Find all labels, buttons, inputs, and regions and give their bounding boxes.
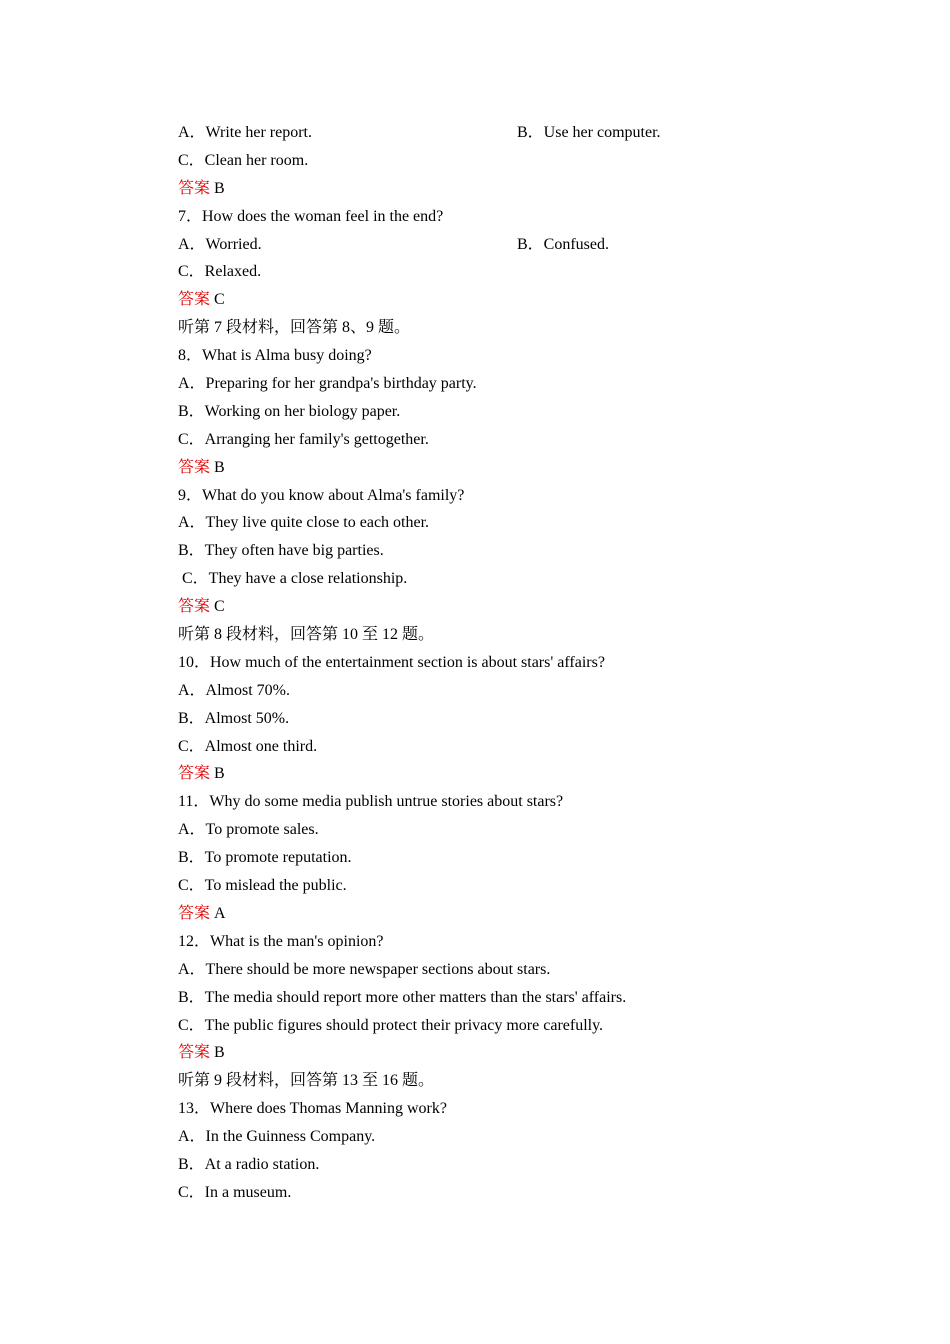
option-b-text: B．Confused. [517, 235, 610, 253]
text-line [178, 1067, 798, 1095]
text-line [178, 426, 798, 454]
answer-line [178, 175, 798, 203]
line-text: B．At a radio station. [178, 1155, 320, 1173]
line-text: 听第 8 段材料，回答第 10 至 12 题。 [178, 626, 435, 644]
option-b-text: B．Use her computer. [517, 124, 661, 141]
text-line [178, 1179, 798, 1207]
line-text: A．They live quite close to each other. [178, 514, 430, 532]
line-text: A．To promote sales. [178, 821, 319, 839]
line-text: A．Write her report. [178, 124, 312, 141]
text-line [178, 733, 798, 761]
answer-value: B [210, 1044, 225, 1062]
answer-value: A [210, 904, 226, 922]
text-line [178, 844, 798, 872]
answer-value: C [210, 291, 225, 309]
line-text: B．Almost 50%. [178, 709, 290, 727]
answer-line [178, 1039, 798, 1067]
text-line [178, 1123, 798, 1151]
line-text: B．The media should report more other matters than the stars' affairs. [178, 988, 627, 1006]
line-text: 8．What is Alma busy doing? [178, 347, 372, 365]
text-line [178, 788, 798, 816]
answer-line [178, 900, 798, 928]
line-text: A．In the Guinness Company. [178, 1128, 376, 1146]
text-line [178, 314, 798, 342]
line-text: C．In a museum. [178, 1183, 292, 1201]
answer-label: 答案 [178, 765, 211, 783]
text-line [178, 119, 798, 147]
answer-label: 答案 [178, 904, 211, 922]
text-line [178, 1095, 798, 1123]
text-line [178, 1151, 798, 1179]
text-line [178, 956, 798, 984]
line-text: A．Worried. [178, 235, 262, 253]
text-line [178, 816, 798, 844]
line-text: C．The public figures should protect their privacy more carefully. [178, 1016, 604, 1034]
text-line [178, 984, 798, 1012]
text-line [178, 537, 798, 565]
line-text: 13．Where does Thomas Manning work? [178, 1100, 447, 1118]
line-text: A．Preparing for her grandpa's birthday party. [178, 375, 477, 393]
text-line [178, 482, 798, 510]
line-text: C．Arranging her family's gettogether. [178, 430, 429, 448]
line-text: C．Clean her room. [178, 151, 309, 169]
text-line [178, 1012, 798, 1040]
text-line [178, 565, 798, 593]
answer-label: 答案 [178, 1044, 211, 1062]
text-line [178, 342, 798, 370]
line-text: B．They often have big parties. [178, 542, 384, 560]
answer-value: B [210, 179, 225, 197]
text-line [178, 203, 798, 231]
text-line [178, 621, 798, 649]
text-line [178, 398, 798, 426]
text-line [178, 258, 798, 286]
line-text: 10．How much of the entertainment section is about stars' affairs? [178, 653, 605, 671]
text-line [178, 509, 798, 537]
line-text: A．Almost 70%. [178, 681, 291, 699]
answer-value: C [210, 598, 225, 616]
answer-line [178, 454, 798, 482]
line-text: 12．What is the man's opinion? [178, 932, 384, 950]
text-line [178, 649, 798, 677]
answer-line [178, 593, 798, 621]
text-line [178, 705, 798, 733]
answer-line [178, 286, 798, 314]
text-line [178, 677, 798, 705]
answer-value: B [210, 458, 225, 476]
answer-label: 答案 [178, 458, 211, 476]
line-text: A．There should be more newspaper sections about stars. [178, 960, 551, 978]
answer-label: 答案 [178, 598, 211, 616]
question-list [178, 119, 798, 1207]
line-text: 11．Why do some media publish untrue stories about stars? [178, 793, 564, 811]
line-text: B．To promote reputation. [178, 849, 352, 867]
line-text: 听第 7 段材料，回答第 8、9 题。 [178, 319, 411, 337]
line-text: C．Almost one third. [178, 737, 318, 755]
answer-value: B [210, 765, 225, 783]
text-line [178, 928, 798, 956]
text-line [178, 231, 798, 259]
line-text: 听第 9 段材料，回答第 13 至 16 题。 [178, 1072, 435, 1090]
text-line [178, 370, 798, 398]
line-text: C．To mislead the public. [178, 877, 347, 895]
answer-label: 答案 [178, 291, 211, 309]
answer-line [178, 760, 798, 788]
line-text: 7．How does the woman feel in the end? [178, 207, 444, 225]
text-line [178, 147, 798, 175]
line-text: C．Relaxed. [178, 263, 262, 281]
answer-label: 答案 [178, 179, 211, 197]
line-text: C．They have a close relationship. [182, 570, 408, 588]
line-text: B．Working on her biology paper. [178, 402, 401, 420]
text-line [178, 872, 798, 900]
line-text: 9．What do you know about Alma's family? [178, 486, 465, 504]
